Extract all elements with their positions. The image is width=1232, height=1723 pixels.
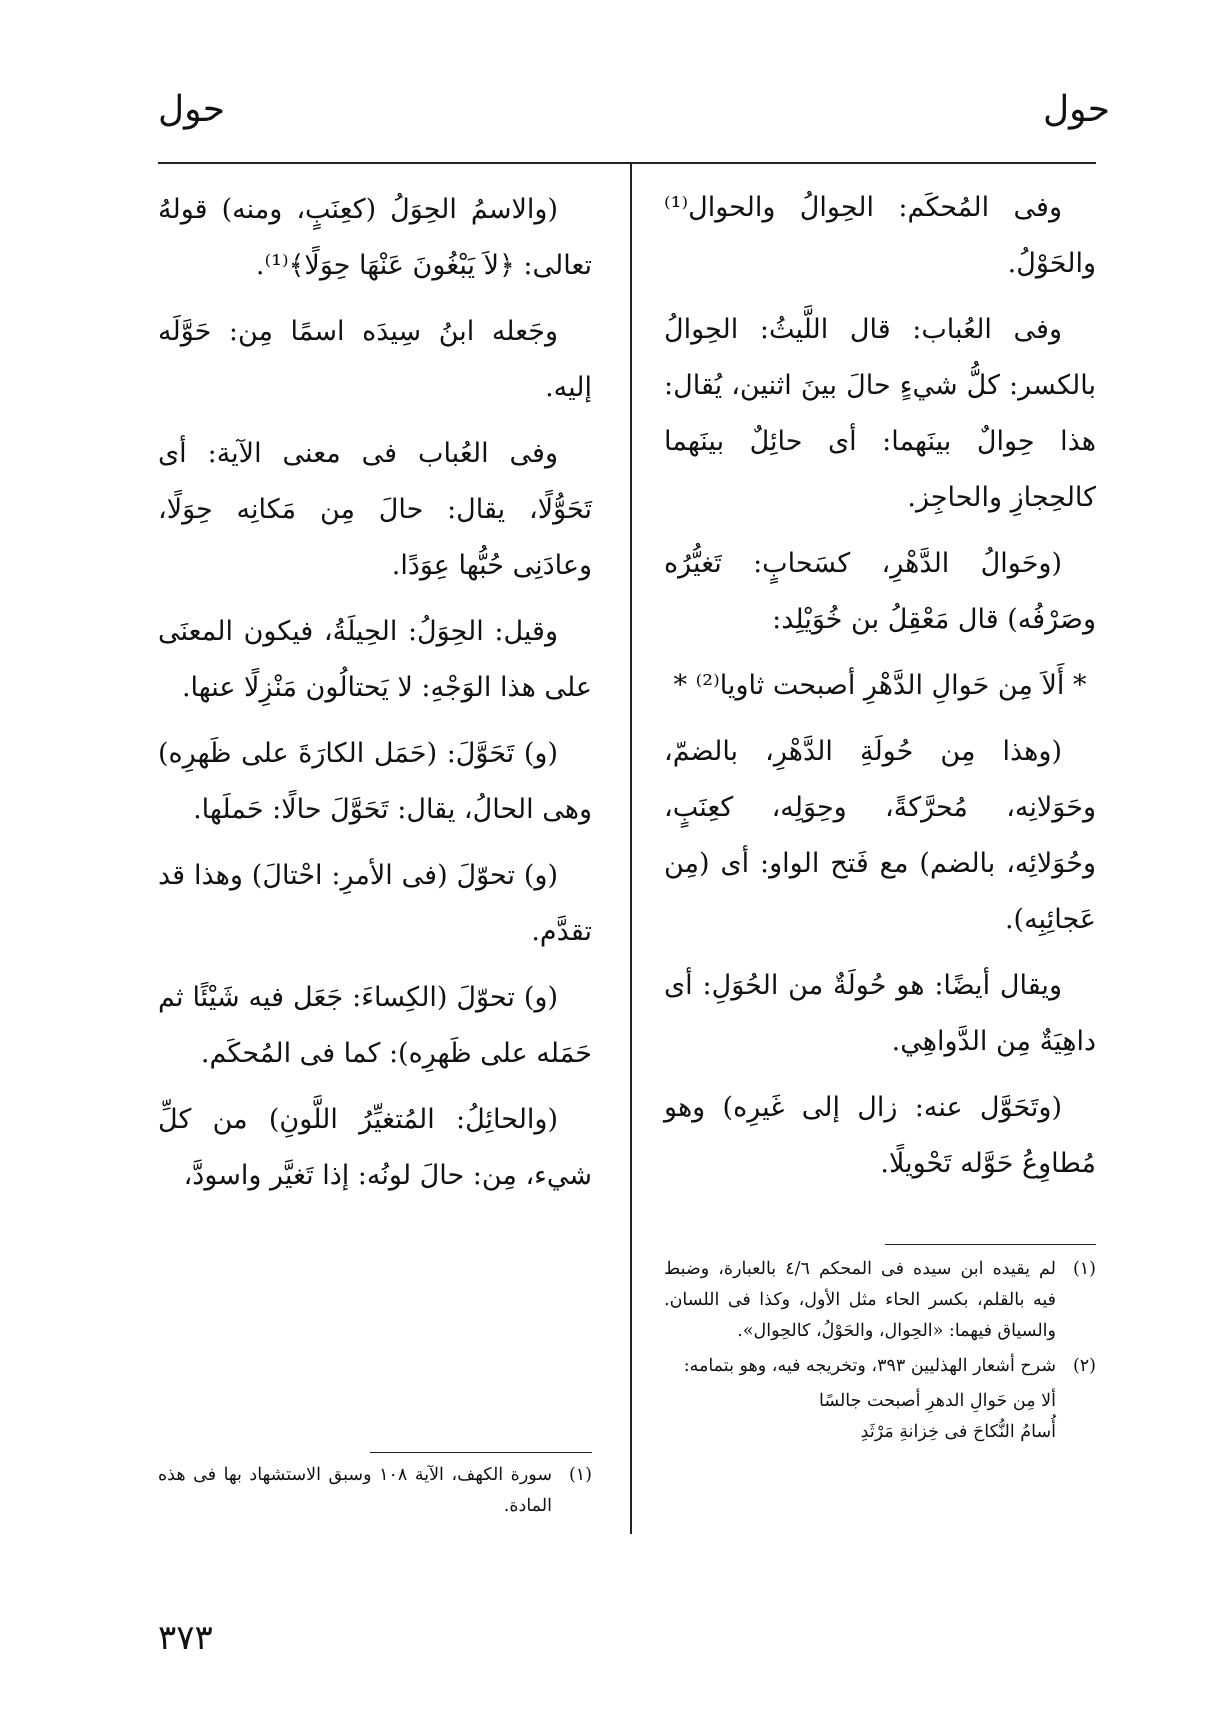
footnote <box>664 1254 1096 1347</box>
entry-paragraph: (والحائِلُ: المُتغيِّرُ اللَّونِ) من كلِّ شيء، مِن: حالَ لونُه: إذا تَغيَّر واسودَّ، <box>158 1104 592 1191</box>
entry-paragraph: (وحَوالُ الدَّهْرِ، كسَحابٍ: تَغيُّرُه وصَرْفُه) قال مَعْقِلُ بن خُوَيْلِد: <box>664 548 1096 635</box>
entry-paragraph: ويقال أيضًا: هو حُولَةٌ من الحُوَلِ: أى داهِيَةٌ مِن الدَّواهِي. <box>664 970 1096 1057</box>
entry-paragraph: (والاسمُ الحِوَلُ (كعِنَبٍ، ومنه) قولهُ تعالى: ﴿لاَ يَبْغُونَ عَنْهَا حِوَلًا﴾⁽¹⁾. <box>158 194 592 281</box>
entry-paragraph: وفى المُحكَم: الحِوالُ والحوال⁽¹⁾ والحَوْلُ. <box>664 192 1096 279</box>
footnote-verse-line: أُسامُ النُّكاحَ فى خِزانةِ مَرْثَدِ <box>860 1422 1056 1442</box>
running-head-left: حول <box>158 89 226 130</box>
entry-paragraph: (وتَحَوَّل عنه: زال إلى غَيرِه) وهو مُطاوِعُ حَوَّله تَحْويلًا. <box>664 1092 1096 1179</box>
footnote-text: سورة الكهف، الآية ١٠٨ وسبق الاستشهاد بها فى هذه المادة. <box>158 1465 553 1516</box>
verse-line: * أَلاَ مِن حَوالِ الدَّهْرِ أصبحت ثاويا⁽²⁾ * <box>673 670 1087 701</box>
entry-paragraph: وجَعله ابنُ سِيدَه اسمًا مِن: حَوَّلَه إليه. <box>158 316 592 403</box>
footnote <box>664 1351 1096 1382</box>
footnotes-right <box>664 1254 1096 1448</box>
footnote-number: (١) <box>568 1465 592 1485</box>
footnote-text: لم يقيده ابن سيده فى المحكم ٤/٦ بالعبارة، وضبط فيه بالقلم، بكسر الحاء مثل الأول، وكذا فى اللسان. والسياق فيهما: «الحِوال، والحَوْلُ، كالحِوال». <box>664 1259 1057 1341</box>
page-number: ٣٧٣ <box>158 1618 213 1658</box>
left-column <box>158 182 592 1214</box>
entry-paragraph: وفى العُباب فى معنى الآية: أى تَحَوُّلًا، يقال: حالَ مِن مَكانِه حِوَلًا، وعادَنِى حُبُّها عِوَدًا. <box>158 438 592 581</box>
entry-paragraph: (و) تحوّلَ (الكِساءَ: جَعَل فيه شَيْئًا ثم حَمَله على ظَهرِه): كما فى المُحكَم. <box>158 982 592 1069</box>
footnote-number: (١) <box>1072 1259 1096 1279</box>
entry-paragraph: وفى العُباب: قال اللَّيثُ: الحِوالُ بالكسر: كلُّ شيءٍ حالَ بينَ اثنين، يُقال: هذا حِوالٌ بينَهما: أى حائِلٌ بينَهما كالحِجازِ والحاجِز. <box>664 314 1096 513</box>
right-column <box>664 180 1096 1202</box>
running-head-right: حول <box>1042 89 1110 130</box>
footnote-rule-right <box>885 1244 1096 1245</box>
footnote-verse-line: ألا مِن حَوالِ الدهرِ أصبحت جالسًا <box>819 1391 1056 1411</box>
footnotes-left <box>158 1460 592 1526</box>
entry-paragraph: وقيل: الحِوَلُ: الحِيلَةُ، فيكون المعنَى على هذا الوَجْهِ: لا يَحتالُون مَنْزِلًا عنها. <box>158 616 592 703</box>
footnote-number: (٢) <box>1072 1356 1096 1376</box>
footnote-text: شرح أشعار الهذليين ٣٩٣، وتخريجه فيه، وهو بتمامه: <box>683 1356 1056 1376</box>
footnote-rule-left <box>370 1452 592 1453</box>
entry-paragraph: (و) تَحَوَّلَ: (حَمَل الكارَةَ على ظَهرِه) وهى الحالُ، يقال: تَحَوَّلَ حالًا: حَملَها. <box>158 738 592 825</box>
entry-paragraph: (وهذا مِن حُولَةِ الدَّهْرِ، بالضمّ، وحَوَلانِه، مُحرَّكةً، وحِوَلِه، كعِنَبٍ، وحُوَلائِه، بالضم) مع فَتح الواو: أى (مِن عَجائِبِه). <box>664 736 1096 935</box>
footnote <box>158 1460 592 1522</box>
column-divider <box>630 164 632 1534</box>
header-rule <box>158 162 1096 164</box>
entry-paragraph: (و) تحوّلَ (فى الأمرِ: احْتالَ) وهذا قد تقدَّم. <box>158 860 592 947</box>
